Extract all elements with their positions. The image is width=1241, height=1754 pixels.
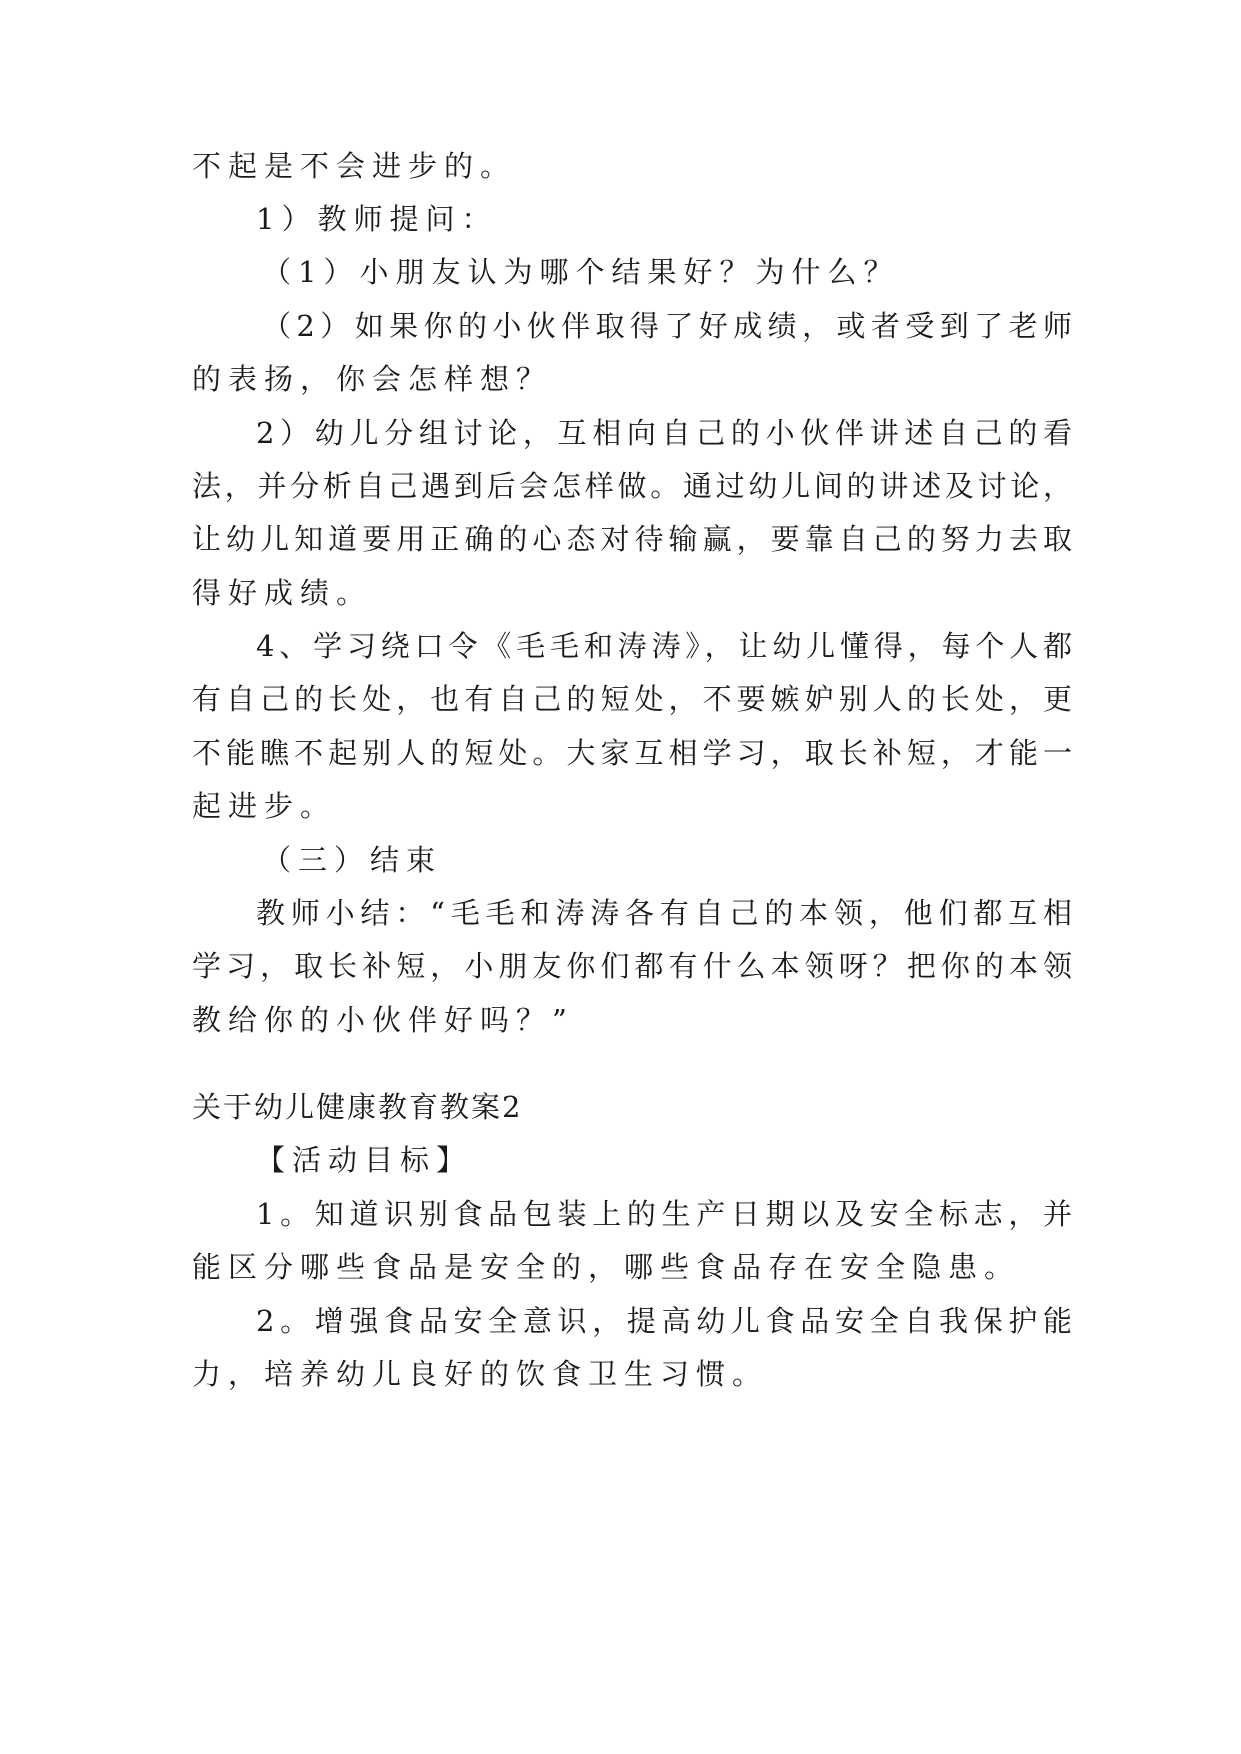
paragraph-line: 2。增强食品安全意识，提高幼儿食品安全自我保护能 xyxy=(256,1304,1072,1338)
paragraph-line: （2）如果你的小伙伴取得了好成绩，或者受到了老师 xyxy=(262,309,1072,343)
paragraph-line: 1。知道识别食品包装上的生产日期以及安全标志，并 xyxy=(256,1197,1072,1231)
paragraph-line: 1）教师提问： xyxy=(256,202,498,236)
document-title: 关于幼儿健康教育教案2 xyxy=(192,1090,523,1124)
section-heading: （三）结束 xyxy=(262,843,443,877)
paragraph-line: （1）小朋友认为哪个结果好？为什么？ xyxy=(262,255,900,289)
paragraph-line: 让幼儿知道要用正确的心态对待输赢，要靠自己的努力去取 xyxy=(192,522,1072,556)
paragraph-line: 不能瞧不起别人的短处。大家互相学习，取长补短，才能一 xyxy=(192,736,1072,770)
paragraph-line: 教师小结：“毛毛和涛涛各有自己的本领，他们都互相 xyxy=(256,896,1072,930)
paragraph-line: 起进步。 xyxy=(192,789,337,823)
paragraph-line: 不起是不会进步的。 xyxy=(192,149,517,183)
paragraph-line: 能区分哪些食品是安全的，哪些食品存在安全隐患。 xyxy=(192,1250,1021,1284)
paragraph-line: 的表扬，你会怎样想？ xyxy=(192,362,553,396)
paragraph-line: 2）幼儿分组讨论，互相向自己的小伙伴讲述自己的看 xyxy=(256,416,1072,450)
paragraph-line: 学习，取长补短，小朋友你们都有什么本领呀？把你的本领 xyxy=(192,949,1072,983)
section-heading: 【活动目标】 xyxy=(256,1143,473,1177)
paragraph-line: 4、学习绕口令《毛毛和涛涛》，让幼儿懂得，每个人都 xyxy=(256,629,1072,663)
paragraph-line: 法，并分析自己遇到后会怎样做。通过幼儿间的讲述及讨论， xyxy=(192,469,1072,503)
paragraph-line: 教给你的小伙伴好吗？” xyxy=(192,1003,574,1037)
paragraph-line: 力，培养幼儿良好的饮食卫生习惯。 xyxy=(192,1357,769,1391)
paragraph-line: 得好成绩。 xyxy=(192,576,373,610)
paragraph-line: 有自己的长处，也有自己的短处，不要嫉妒别人的长处，更 xyxy=(192,682,1072,716)
